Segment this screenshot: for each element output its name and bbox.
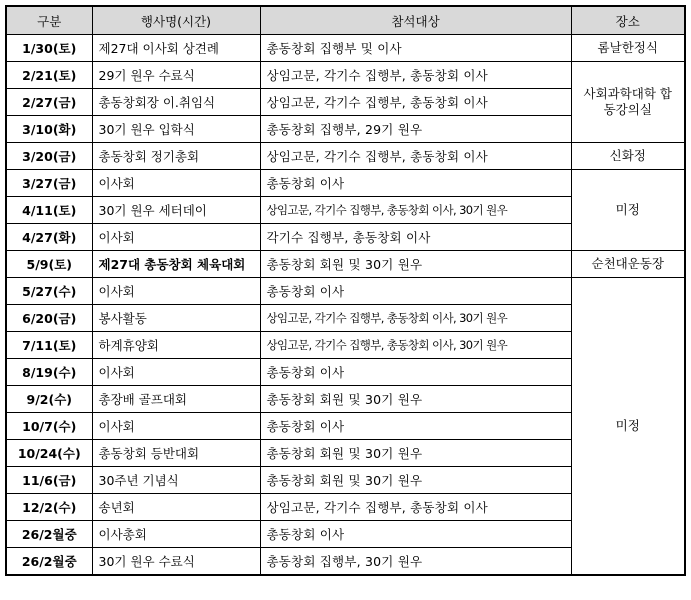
row-attendees: 상임고문, 각기수 집행부, 총동창회 이사, 30기 원우 [260,305,571,332]
row-event: 하계휴양회 [92,332,260,359]
row-event: 이사회 [92,278,260,305]
row-date: 10/7(수) [6,413,92,440]
schedule-table-container [5,5,686,576]
row-date: 4/27(화) [6,224,92,251]
row-date: 5/9(토) [6,251,92,278]
row-attendees: 상임고문, 각기수 집행부, 총동창회 이사 [260,143,571,170]
table-row [6,62,685,89]
row-attendees: 상임고문, 각기수 집행부, 총동창회 이사 [260,89,571,116]
row-event: 제27대 이사회 상견례 [92,35,260,62]
row-date: 12/2(수) [6,494,92,521]
row-attendees: 총동창회 이사 [260,413,571,440]
row-event: 29기 원우 수료식 [92,62,260,89]
row-attendees: 총동창회 회원 및 30기 원우 [260,251,571,278]
row-event: 총동창회 정기총회 [92,143,260,170]
row-attendees: 총동창회 회원 및 30기 원우 [260,467,571,494]
row-event: 이사회 [92,359,260,386]
header-date: 구분 [6,6,92,35]
table-row [6,170,685,197]
row-date: 1/30(토) [6,35,92,62]
row-date: 4/11(토) [6,197,92,224]
row-date: 2/27(금) [6,89,92,116]
row-place: 미정 [571,170,685,251]
header-event: 행사명(시간) [92,6,260,35]
row-attendees: 총동창회 집행부, 30기 원우 [260,548,571,576]
row-event: 30주년 기념식 [92,467,260,494]
row-event: 이사회 [92,224,260,251]
row-date: 26/2월중 [6,548,92,576]
row-date: 11/6(금) [6,467,92,494]
row-event: 제27대 총동창회 체육대회 [92,251,260,278]
row-event: 봉사활동 [92,305,260,332]
row-event: 이사회 [92,170,260,197]
row-attendees: 총동창회 회원 및 30기 원우 [260,386,571,413]
row-attendees: 총동창회 이사 [260,278,571,305]
schedule-table [5,5,686,576]
row-event: 이사총회 [92,521,260,548]
row-date: 3/27(금) [6,170,92,197]
row-attendees: 상임고문, 각기수 집행부, 총동창회 이사 [260,62,571,89]
row-event: 총동창회장 이.취임식 [92,89,260,116]
row-attendees: 상임고문, 각기수 집행부, 총동창회 이사, 30기 원우 [260,197,571,224]
header-place: 장소 [571,6,685,35]
table-row [6,143,685,170]
row-event: 송년회 [92,494,260,521]
row-date: 9/2(수) [6,386,92,413]
row-date: 10/24(수) [6,440,92,467]
row-attendees: 상임고문, 각기수 집행부, 총동창회 이사 [260,494,571,521]
row-date: 8/19(수) [6,359,92,386]
header-row [6,6,685,35]
row-attendees: 상임고문, 각기수 집행부, 총동창회 이사, 30기 원우 [260,332,571,359]
row-place: 순천대운동장 [571,251,685,278]
row-place: 사회과학대학 합동강의실 [571,62,685,143]
row-date: 3/20(금) [6,143,92,170]
row-event: 30기 원우 세터데이 [92,197,260,224]
row-date: 6/20(금) [6,305,92,332]
row-attendees: 총동창회 회원 및 30기 원우 [260,440,571,467]
row-event: 총장배 골프대회 [92,386,260,413]
row-date: 5/27(수) [6,278,92,305]
row-event: 이사회 [92,413,260,440]
row-event: 총동창회 등반대회 [92,440,260,467]
row-date: 2/21(토) [6,62,92,89]
row-attendees: 총동창회 집행부, 29기 원우 [260,116,571,143]
table-row [6,35,685,62]
table-row [6,251,685,278]
row-place: 신화정 [571,143,685,170]
row-date: 7/11(토) [6,332,92,359]
row-date: 26/2월중 [6,521,92,548]
row-date: 3/10(화) [6,116,92,143]
row-attendees: 총동창회 이사 [260,359,571,386]
row-event: 30기 원우 입학식 [92,116,260,143]
row-attendees: 총동창회 이사 [260,170,571,197]
header-attendees: 참석대상 [260,6,571,35]
row-attendees: 총동창회 이사 [260,521,571,548]
table-row [6,278,685,305]
row-attendees: 각기수 집행부, 총동창회 이사 [260,224,571,251]
row-place: 롬날한정식 [571,35,685,62]
row-attendees: 총동창회 집행부 및 이사 [260,35,571,62]
row-event: 30기 원우 수료식 [92,548,260,576]
row-place: 미정 [571,278,685,576]
